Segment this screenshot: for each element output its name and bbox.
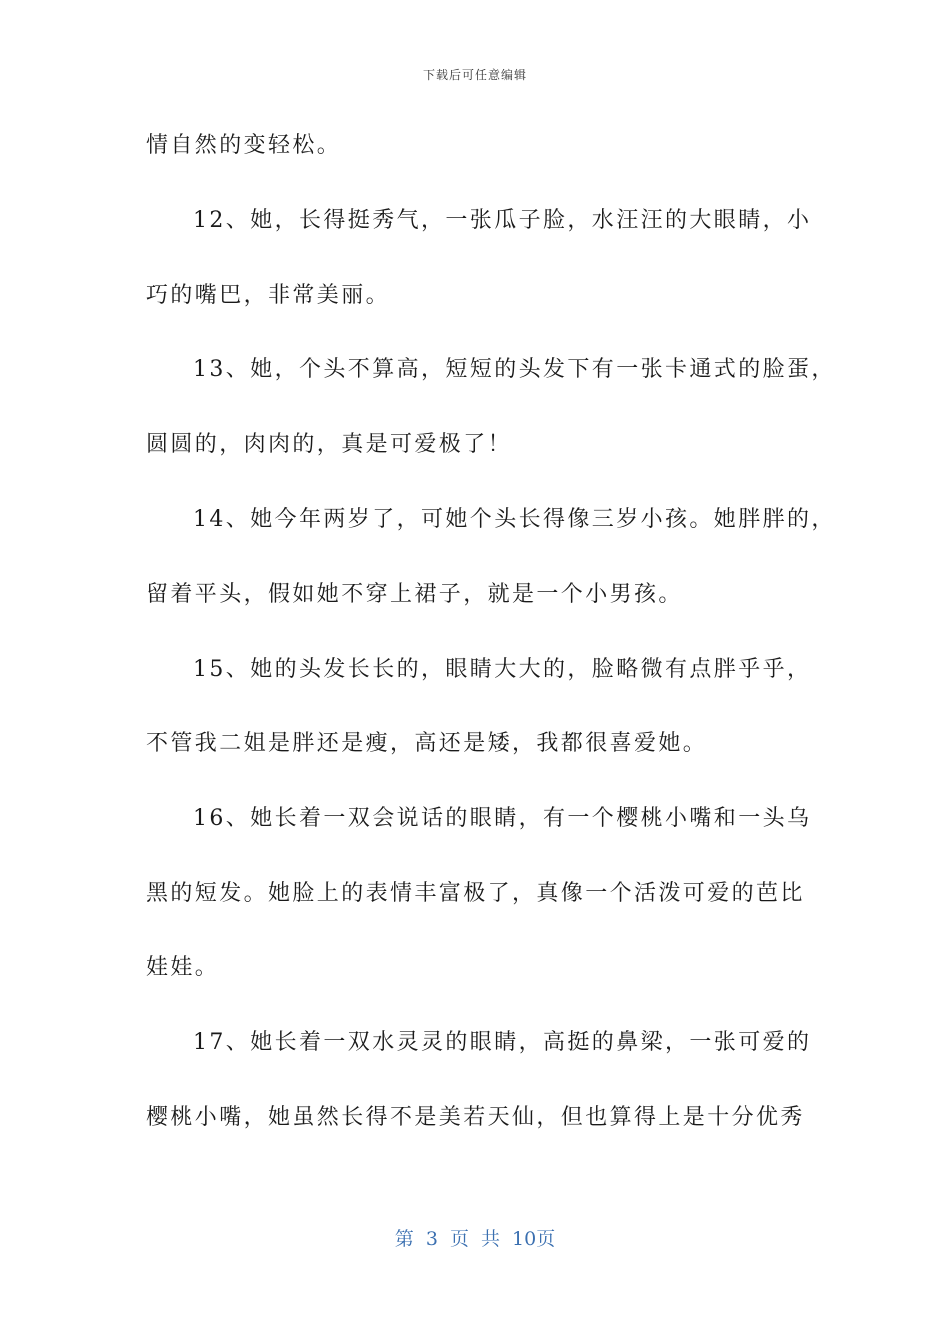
text-line: 14、她今年两岁了，可她个头长得像三岁小孩。她胖胖的， xyxy=(193,507,836,532)
text-line: 情自然的变轻松。 xyxy=(146,133,342,158)
text-line: 13、她，个头不算高，短短的头发下有一张卡通式的脸蛋， xyxy=(193,357,836,382)
text-line: 16、她长着一双会说话的眼睛，有一个樱桃小嘴和一头乌 xyxy=(193,806,812,831)
page-footer: 第 3 页 共 10页 xyxy=(394,1228,556,1250)
text-line: 留着平头，假如她不穿上裙子，就是一个小男孩。 xyxy=(146,582,683,607)
text-line: 不管我二姐是胖还是瘦，高还是矮，我都很喜爱她。 xyxy=(146,731,708,756)
text-line: 12、她，长得挺秀气，一张瓜子脸，水汪汪的大眼睛，小 xyxy=(193,208,812,233)
page-header: 下载后可任意编辑 xyxy=(422,68,527,82)
text-line: 巧的嘴巴，非常美丽。 xyxy=(146,283,391,308)
text-line: 黑的短发。她脸上的表情丰富极了，真像一个活泼可爱的芭比 xyxy=(146,881,805,906)
text-line: 圆圆的，肉肉的，真是可爱极了！ xyxy=(146,432,513,457)
text-line: 樱桃小嘴，她虽然长得不是美若天仙，但也算得上是十分优秀 xyxy=(146,1105,805,1130)
text-line: 娃娃。 xyxy=(146,955,220,980)
text-line: 17、她长着一双水灵灵的眼睛，高挺的鼻梁，一张可爱的 xyxy=(193,1030,812,1055)
text-line: 15、她的头发长长的，眼睛大大的，脸略微有点胖乎乎， xyxy=(193,657,812,682)
